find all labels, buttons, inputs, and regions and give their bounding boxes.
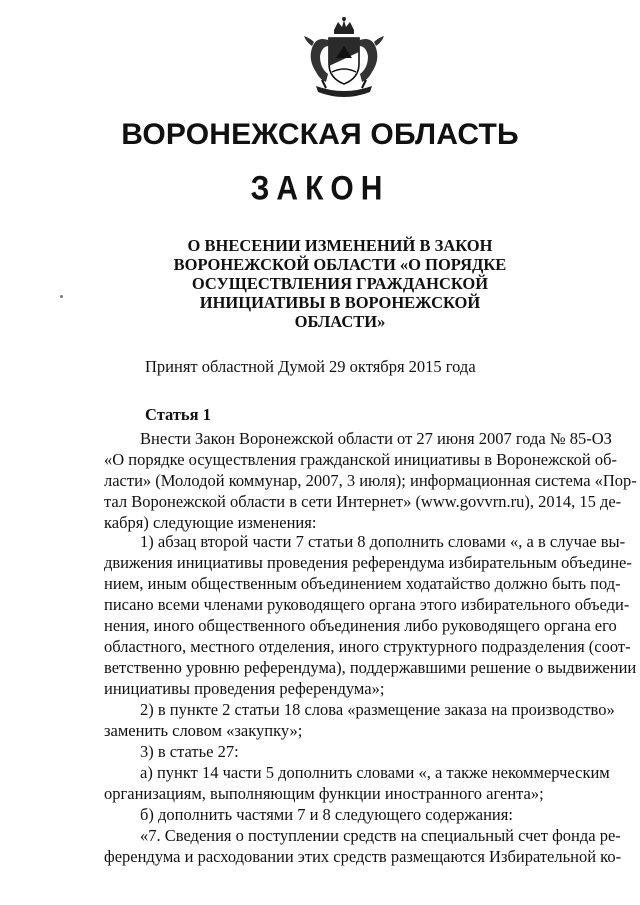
document-type-title: ЗАКОН: [250, 169, 390, 208]
text-line: ферендума и расходовании этих средств размещаются Избирательной ко-: [104, 847, 622, 866]
article-intro-paragraph: [104, 428, 637, 533]
text-line: тал Воронежской области в сети Интернет» (www.govvrn.ru), 2014, 15 де-: [104, 492, 622, 511]
text-line: нием, иным общественным объединением ходатайство должно быть под-: [104, 574, 621, 593]
voronezh-coat-of-arms-icon: [298, 16, 390, 104]
text-line: кабря) следующие изменения:: [104, 513, 317, 532]
article-changes-list: [104, 531, 637, 867]
text-line: нения, иного общественного объединения либо руководящего органа его: [104, 616, 617, 635]
text-line: организациям, выполняющим функции иностранного агента»;: [104, 784, 544, 803]
text-line: ласти» (Молодой коммунар, 2007, 3 июля); информационная система «Пор-: [104, 471, 637, 490]
text-line: заменить словом «закупку»;: [104, 721, 303, 740]
subject-line: ОСУЩЕСТВЛЕНИЯ ГРАЖДАНСКОЙ: [191, 274, 489, 293]
text-line: Внести Закон Воронежской области от 27 июня 2007 года № 85-ОЗ: [140, 429, 612, 448]
subject-line: ОБЛАСТИ»: [294, 312, 386, 331]
text-line: 2) в пункте 2 статьи 18 слова «размещение заказа на производство»: [140, 700, 615, 719]
scan-speck: [60, 295, 63, 298]
text-line: ветственно уровню референдума), поддержавшими решение о выдвижении: [104, 658, 637, 677]
text-line: инициативы проведения референдума»;: [104, 679, 385, 698]
text-line: областного, местного отделения, иного структурного подразделения (соот-: [104, 637, 631, 656]
text-line: движения инициативы проведения референдума избирательным объедине-: [104, 553, 632, 572]
text-line: б) дополнить частями 7 и 8 следующего содержания:: [140, 805, 513, 824]
subject-line: ИНИЦИАТИВЫ В ВОРОНЕЖСКОЙ: [199, 293, 481, 312]
subject-line: О ВНЕСЕНИИ ИЗМЕНЕНИЙ В ЗАКОН: [187, 236, 493, 255]
text-line: писано всеми членами руководящего органа этого избирательного объеди-: [104, 595, 630, 614]
text-line: «7. Сведения о поступлении средств на специальный счет фонда ре-: [140, 826, 621, 845]
adoption-date-line: Принят областной Думой 29 октября 2015 года: [145, 357, 476, 376]
law-subject-heading: [170, 236, 510, 331]
text-line: «О порядке осуществления гражданской инициативы в Воронежской об-: [104, 450, 618, 469]
subject-line: ВОРОНЕЖСКОЙ ОБЛАСТИ «О ПОРЯДКЕ: [173, 255, 507, 274]
article-heading: Статья 1: [145, 405, 211, 424]
region-title: ВОРОНЕЖСКАЯ ОБЛАСТЬ: [121, 118, 519, 151]
text-line: 3) в статье 27:: [140, 742, 239, 761]
text-line: а) пункт 14 части 5 дополнить словами «, а также некоммерческим: [140, 763, 610, 782]
text-line: 1) абзац второй части 7 статьи 8 дополнить словами «, а в случае вы-: [140, 532, 626, 551]
